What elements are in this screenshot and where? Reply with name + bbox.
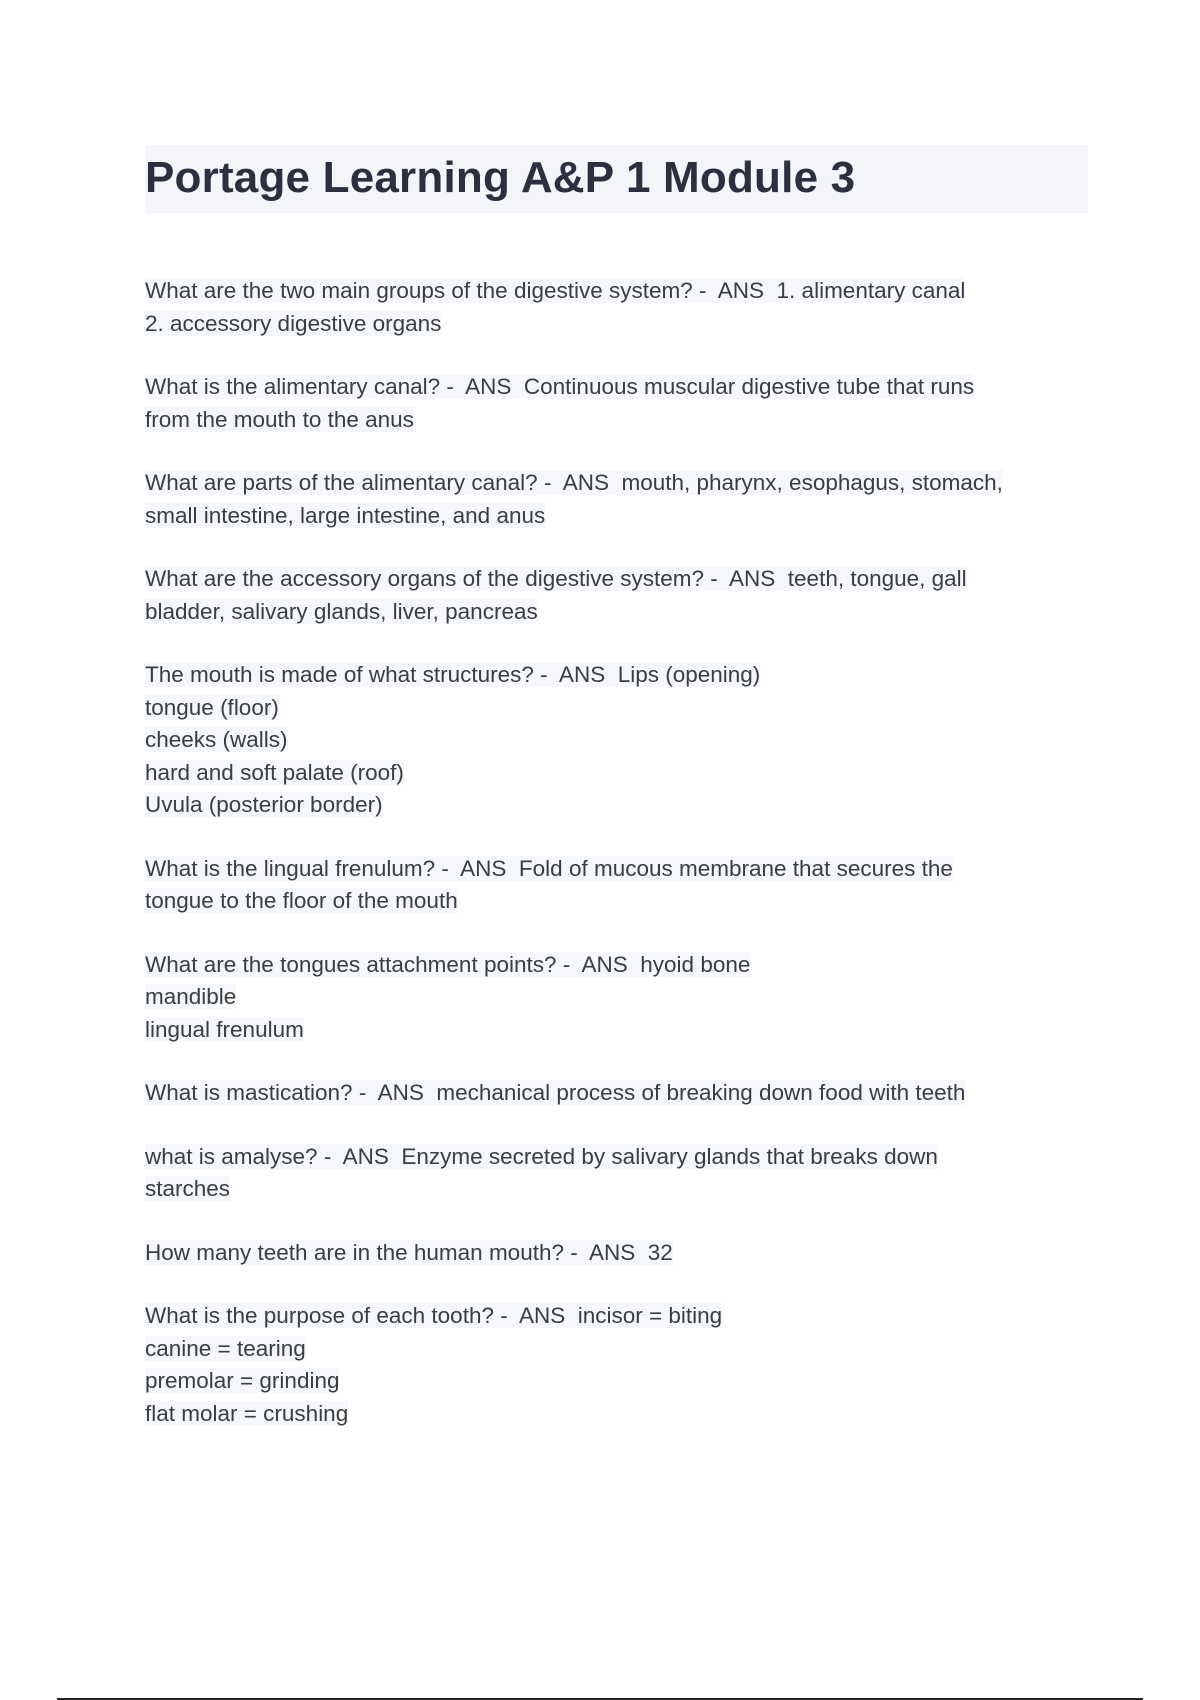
qa-item [145,659,1085,822]
qa-item [145,275,1085,340]
qa-question-line [145,1300,1085,1333]
page-title: Portage Learning A&P 1 Module 3 [145,153,856,202]
qa-answer-line [145,981,1085,1014]
qa-item [145,1141,1085,1206]
qa-question-line [145,275,1085,308]
qa-answer-line [145,1365,1085,1398]
qa-line-text: What is the alimentary canal? - ANS Continuous muscular digestive tube that runs [145,374,975,399]
qa-line-text: What is the purpose of each tooth? - ANS incisor = biting [145,1303,723,1328]
qa-answer-line [145,757,1085,790]
qa-line-text: What is mastication? - ANS mechanical process of breaking down food with teeth [145,1080,966,1105]
qa-line-text: from the mouth to the anus [145,406,414,432]
qa-item [145,949,1085,1047]
qa-line-text: hard and soft palate (roof) [145,759,404,785]
qa-answer-line [145,724,1085,757]
qa-answer-line [145,500,1085,533]
qa-line-text: How many teeth are in the human mouth? - ANS 32 [145,1239,673,1265]
qa-question-line [145,659,1085,692]
qa-line-text: 2. accessory digestive organs [145,310,442,336]
qa-answer-line [145,404,1085,437]
qa-line-text: What are the two main groups of the digestive system? - ANS 1. alimentary canal [145,278,966,303]
qa-question-line [145,1077,1085,1110]
qa-line-text: canine = tearing [145,1335,306,1361]
qa-line-text: What are the accessory organs of the digestive system? - ANS teeth, tongue, gall [145,566,967,591]
qa-line-text: cheeks (walls) [145,727,288,752]
qa-line-text: starches [145,1176,231,1201]
qa-item [145,1077,1085,1110]
qa-line-text: Uvula (posterior border) [145,792,383,817]
qa-answer-line [145,308,1085,341]
qa-item [145,371,1085,436]
qa-line-text: What is the lingual frenulum? - ANS Fold of mucous membrane that secures the [145,855,953,881]
qa-item [145,1300,1085,1430]
qa-line-text: premolar = grinding [145,1368,340,1393]
qa-question-line [145,467,1085,500]
qa-line-text: what is amalyse? - ANS Enzyme secreted by salivary glands that breaks down [145,1143,938,1169]
qa-line-text: tongue to the floor of the mouth [145,888,458,913]
qa-answer-line [145,1333,1085,1366]
qa-line-text: lingual frenulum [145,1016,304,1042]
qa-question-line [145,563,1085,596]
qa-answer-line [145,1398,1085,1431]
qa-line-text: What are parts of the alimentary canal? - ANS mouth, pharynx, esophagus, stomach, [145,470,1003,495]
qa-answer-line [145,596,1085,629]
qa-question-line [145,371,1085,404]
qa-line-text: mandible [145,984,237,1009]
qa-line-text: What are the tongues attachment points? - ANS hyoid bone [145,951,751,977]
qa-answer-line [145,692,1085,725]
qa-answer-line [145,789,1085,822]
qa-question-line [145,853,1085,886]
qa-line-text: bladder, salivary glands, liver, pancreas [145,598,538,624]
qa-item [145,853,1085,918]
qa-line-text: The mouth is made of what structures? - ANS Lips (opening) [145,662,761,687]
qa-answer-line [145,1173,1085,1206]
qa-item [145,467,1085,532]
qa-question-line [145,1237,1085,1270]
qa-question-line [145,1141,1085,1174]
qa-line-text: small intestine, large intestine, and anus [145,502,546,528]
qa-answer-line [145,885,1085,918]
qa-list [145,275,1085,1461]
qa-line-text: tongue (floor) [145,694,279,720]
qa-item [145,563,1085,628]
qa-question-line [145,949,1085,982]
qa-answer-line [145,1014,1085,1047]
qa-line-text: flat molar = crushing [145,1400,349,1426]
qa-item [145,1237,1085,1270]
